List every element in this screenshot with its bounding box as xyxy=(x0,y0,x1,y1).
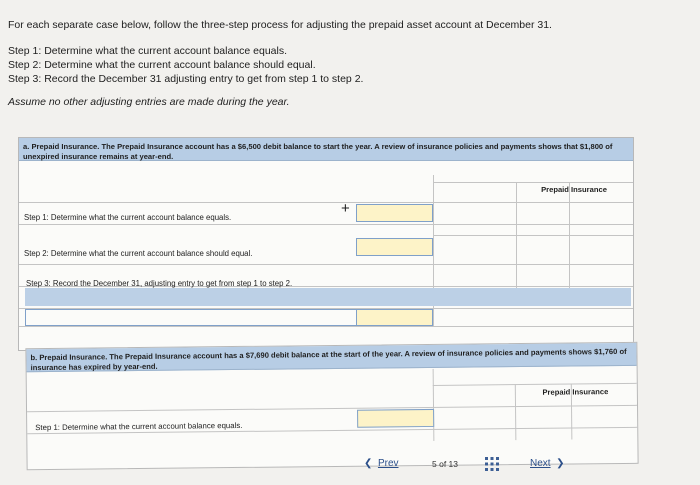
case-a-step3-label: Step 3: Record the December 31, adjusting entry to get from step 1 to step 2. xyxy=(26,279,293,288)
case-b-header: b. Prepaid Insurance. The Prepaid Insurance account has a $7,690 debit balance at the start of the year. A review of insurance policies and payments shows $1,760 of insurance has expired by year-end. xyxy=(26,343,636,372)
case-a-amount-input[interactable] xyxy=(356,309,433,326)
case-a-account-input[interactable] xyxy=(25,309,357,326)
plus-icon[interactable]: + xyxy=(341,200,350,217)
case-b-column-header: Prepaid Insurance xyxy=(542,387,609,397)
page-indicator: 5 of 13 xyxy=(432,459,458,469)
case-a-journal-header-row xyxy=(25,288,631,306)
divider xyxy=(516,182,517,292)
divider xyxy=(19,202,633,203)
instructions-step-3: Step 3: Record the December 31 adjusting entry to get from step 1 to step 2. xyxy=(8,73,364,85)
case-b-panel xyxy=(25,342,638,470)
divider xyxy=(19,326,633,327)
case-a-step2-input[interactable] xyxy=(356,238,433,256)
case-a-column-header: Prepaid Insurance xyxy=(541,185,607,194)
divider xyxy=(19,224,633,225)
prev-button[interactable] xyxy=(364,458,399,469)
divider xyxy=(19,264,633,265)
pagination xyxy=(0,455,700,477)
divider xyxy=(433,383,637,386)
chevron-right-icon: ❯ xyxy=(556,458,565,469)
instructions-step-1: Step 1: Determine what the current account balance equals. xyxy=(8,45,287,57)
divider xyxy=(433,182,633,183)
case-a-step1-label: Step 1: Determine what the current account balance equals. xyxy=(24,213,232,222)
next-label: Next xyxy=(530,458,551,469)
case-b-step1-input[interactable] xyxy=(357,409,434,428)
divider xyxy=(27,405,637,412)
chevron-left-icon: ❮ xyxy=(364,458,373,469)
next-button[interactable] xyxy=(530,458,565,469)
instructions xyxy=(8,18,688,109)
instructions-step-2: Step 2: Determine what the current account balance should equal. xyxy=(8,59,316,71)
grid-icon[interactable] xyxy=(485,457,499,471)
case-b-step1-label: Step 1: Determine what the current account balance equals. xyxy=(35,420,243,433)
instructions-assumption: Assume no other adjusting entries are made during the year. xyxy=(8,96,290,108)
case-a-step1-input[interactable] xyxy=(356,204,433,222)
divider xyxy=(433,369,435,441)
divider xyxy=(433,235,633,236)
divider xyxy=(569,182,570,292)
instructions-title: For each separate case below, follow the three-step process for adjusting the prepaid asset account at December 31. xyxy=(8,19,552,31)
case-a-step2-label: Step 2: Determine what the current account balance should equal. xyxy=(24,249,253,258)
prev-label: Prev xyxy=(377,458,399,469)
case-a-header: a. Prepaid Insurance. The Prepaid Insurance account has a $6,500 debit balance to start the year. A review of insurance policies and payments shows that $1,800 of unexpired insurance remains at year-end. xyxy=(19,138,633,161)
case-a-panel xyxy=(18,137,634,351)
